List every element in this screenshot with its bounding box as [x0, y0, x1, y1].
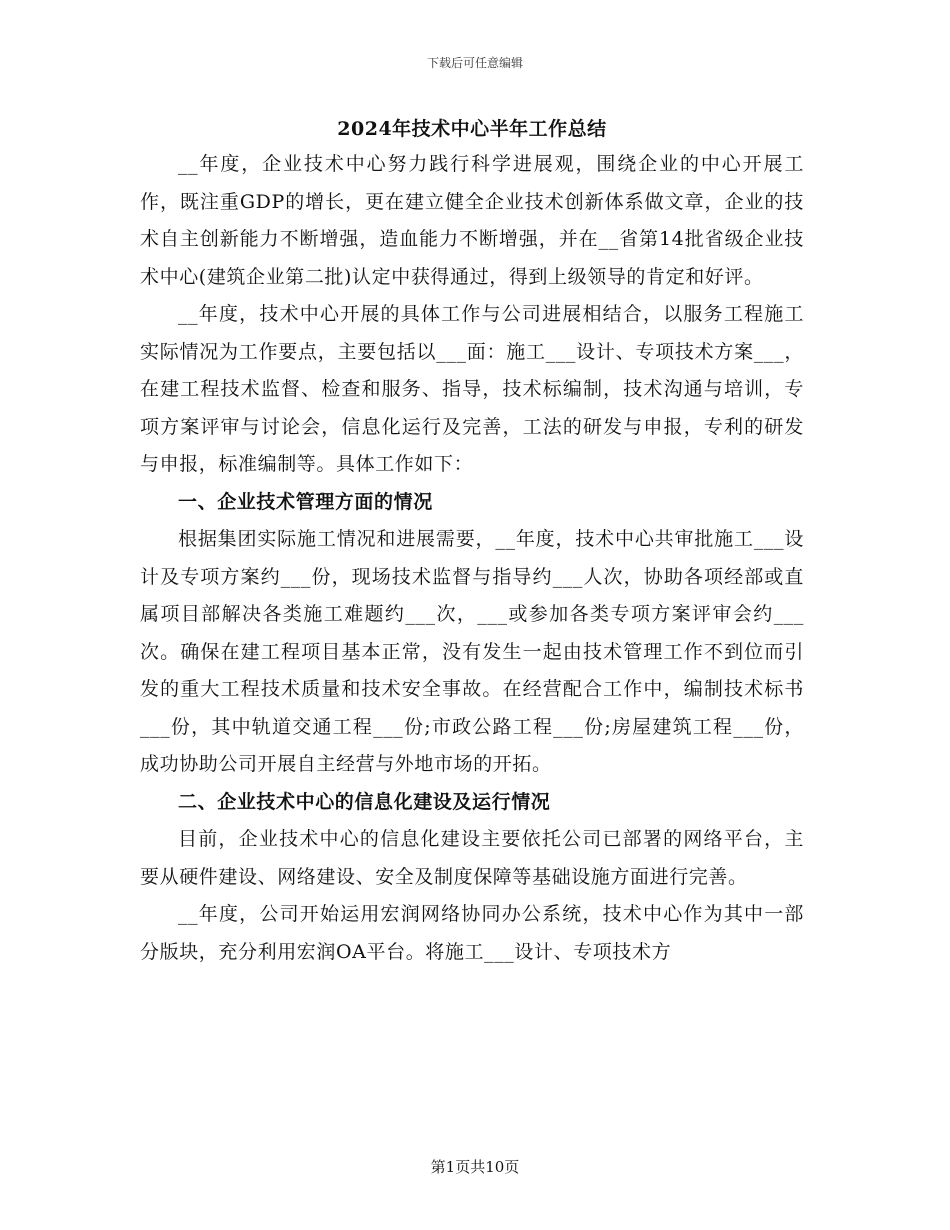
header-note: 下载后可任意编辑	[426, 56, 523, 70]
section-heading-informatization: 二、企业技术中心的信息化建设及运行情况	[178, 790, 551, 813]
paragraph-work-scope: __年度，技术中心开展的具体工作与公司进展相结合，以服务工程施工实际情况为工作要点，主要包括以___面：施工___设计、专项技术方案___，在建工程技术监督、检查和服务、指导，技术标编制，技术沟通与培训，专项方案评审与讨论会，信息化运行及完善，工法的研发与申报，专利的研发与申报，标准编制等。具体工作如下：	[140, 303, 804, 475]
paragraph-informatization: 目前，企业技术中心的信息化建设主要依托公司已部署的网络平台，主要从硬件建设、网络建设、安全及制度保障等基础设施方面进行完善。	[140, 828, 804, 888]
paragraph-technical-management: 根据集团实际施工情况和进展需要，__年度，技术中心共审批施工___设计及专项方案约___份，现场技术监督与指导约___人次，协助各项经部或直属项目部解决各类施工难题约___次，___或参加各类专项方案评审会约___次。确保在建工程项目基本正常，没有发生一起由技术管理工作不到位而引发的重大工程技术质量和技术安全事故。在经营配合工作中，编制技术标书___份，其中轨道交通工程___份;市政公路工程___份;房屋建筑工程___份，成功协助公司开展自主经营与外地市场的开拓。	[140, 528, 804, 775]
document-body	[140, 112, 804, 971]
paragraph-intro: __年度，企业技术中心努力践行科学进展观，围绕企业的中心开展工作，既注重GDP的增长，更在建立健全企业技术创新体系做文章，企业的技术自主创新能力不断增强，造血能力不断增强，并在__省第14批省级企业技术中心(建筑企业第二批)认定中获得通过，得到上级领导的肯定和好评。	[140, 153, 804, 288]
page-number: 第1页共10页	[430, 1158, 520, 1176]
document-title: 2024年技术中心半年工作总结	[337, 118, 607, 140]
paragraph-oa-platform: __年度，公司开始运用宏润网络协同办公系统，技术中心作为其中一部分版块，充分利用宏润OA平台。将施工___设计、专项技术方	[140, 903, 804, 963]
section-heading-technical-management: 一、企业技术管理方面的情况	[178, 490, 433, 513]
